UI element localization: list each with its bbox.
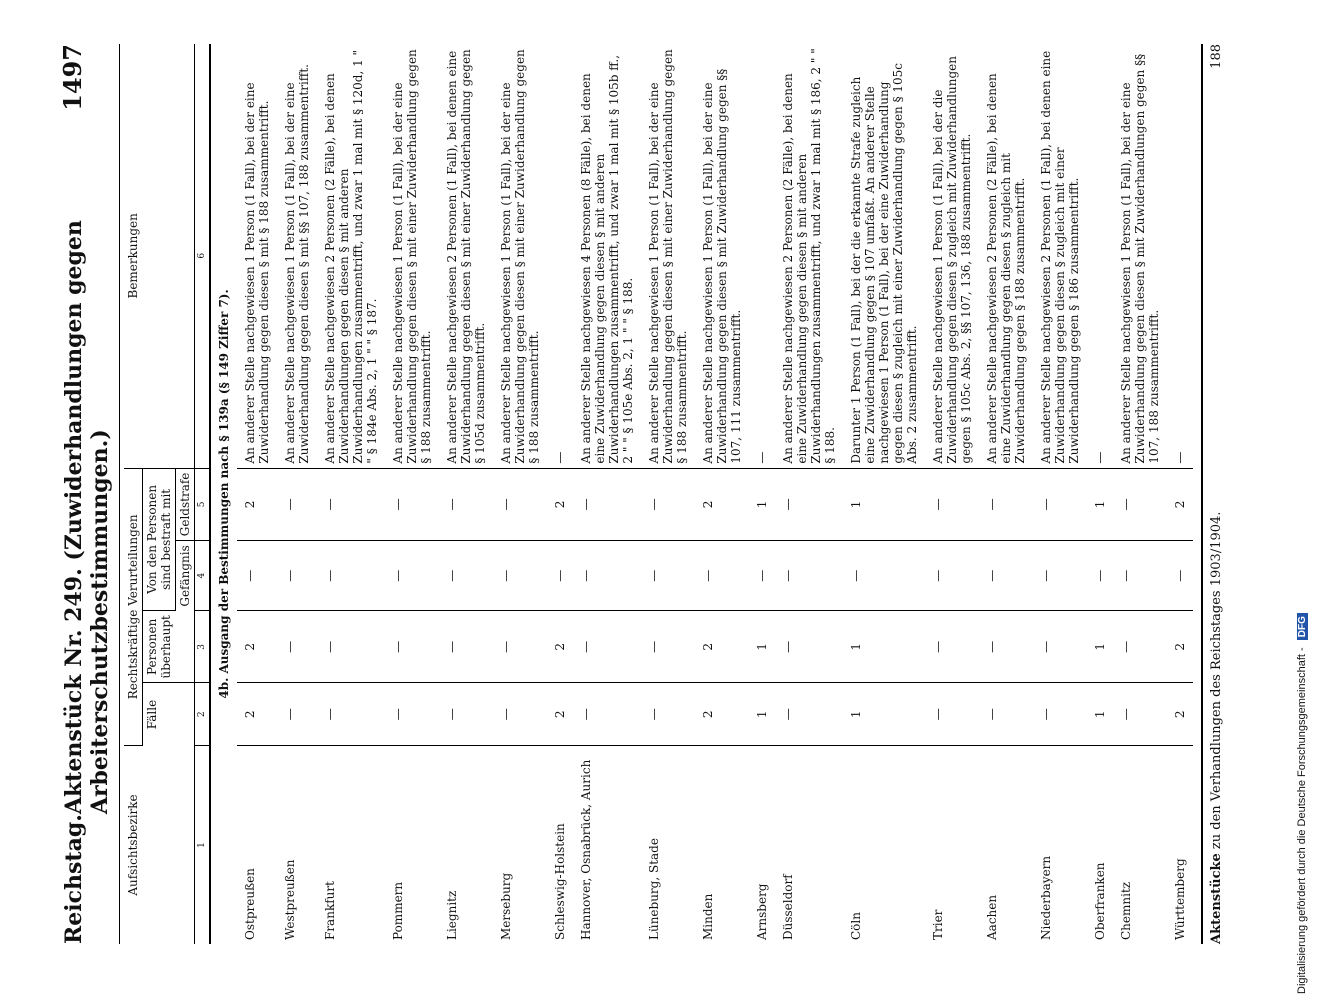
page-number: 1497 bbox=[58, 44, 87, 111]
persons-cell: 2 bbox=[1167, 611, 1193, 683]
district-cell: Pommern bbox=[391, 881, 405, 940]
remarks-cell: An anderer Stelle nachgewiesen 1 Person (1 Fall), bei der eine Zuwiderhandlung gegen diesen § mit Zuwiderhandlungen gegen §§ 107, 188 zusammentrifft. bbox=[1113, 44, 1167, 468]
remarks-cell: — bbox=[749, 44, 775, 468]
fine-cell: 1 bbox=[749, 468, 775, 541]
punished-group-header: Von den Personen sind bestraft mit bbox=[143, 468, 176, 611]
table-body bbox=[210, 44, 1193, 944]
table-row bbox=[439, 44, 493, 944]
persons-cell: — bbox=[385, 611, 439, 683]
remarks-cell: An anderer Stelle nachgewiesen 1 Person (1 Fall), bei der eine Zuwiderhandlung gegen diesen § mit einer Zuwiderhandlung gegen § 188 zusammentrifft. bbox=[385, 44, 439, 468]
remarks-cell: An anderer Stelle nachgewiesen 1 Person (1 Fall), bei der eine Zuwiderhandlung gegen diesen § mit Zuwiderhandlung gegen §§ 107, 111 zusammentrifft. bbox=[695, 44, 749, 468]
cases-cell: — bbox=[979, 683, 1033, 746]
prison-cell: — bbox=[925, 541, 979, 611]
remarks-cell: — bbox=[547, 44, 573, 468]
district-cell: Württemberg bbox=[1173, 858, 1187, 940]
table-row bbox=[925, 44, 979, 944]
table-row bbox=[749, 44, 775, 944]
table-row bbox=[493, 44, 547, 944]
fine-cell: — bbox=[641, 468, 695, 541]
remarks-cell: An anderer Stelle nachgewiesen 1 Person (1 Fall), bei der eine Zuwiderhandlung gegen diesen § mit einer Zuwiderhandlung gegen § 188 zusammentrifft. bbox=[493, 44, 547, 468]
table-row bbox=[573, 44, 641, 944]
prison-cell: — bbox=[317, 541, 385, 611]
col-district-header: Aufsichtsbezirke bbox=[124, 746, 195, 945]
remarks-cell: — bbox=[1087, 44, 1113, 468]
prison-cell: — bbox=[547, 541, 573, 611]
remarks-cell: An anderer Stelle nachgewiesen 1 Person (1 Fall), bei der eine Zuwiderhandlung gegen diesen § mit §§ 107, 188 zusammentrifft. bbox=[277, 44, 317, 468]
persons-cell: — bbox=[573, 611, 641, 683]
table-row bbox=[1113, 44, 1167, 944]
col-number: 1 bbox=[195, 746, 211, 945]
fine-cell: — bbox=[1033, 468, 1087, 541]
district-cell: Merseburg bbox=[499, 872, 513, 940]
col-number: 4 bbox=[195, 541, 211, 611]
rotated-page bbox=[22, 14, 1312, 974]
table-row bbox=[775, 44, 843, 944]
remarks-cell: An anderer Stelle nachgewiesen 2 Personen (1 Fall), bei denen eine Zuwiderhandlung gegen diesen § mit einer Zuwiderhandlung gegen § 105d zusammentrifft. bbox=[439, 44, 493, 468]
district-cell: Arnsberg bbox=[755, 883, 769, 940]
remarks-cell: An anderer Stelle nachgewiesen 1 Person (1 Fall), bei der eine Zuwiderhandlung gegen diesen § mit § 188 zusammentrifft. bbox=[237, 44, 277, 468]
cases-cell: 1 bbox=[1087, 683, 1113, 746]
col-number: 3 bbox=[195, 611, 211, 683]
district-cell: Trier bbox=[931, 909, 945, 940]
cases-cell: — bbox=[317, 683, 385, 746]
cases-cell: — bbox=[925, 683, 979, 746]
fine-cell: — bbox=[925, 468, 979, 541]
prison-cell: — bbox=[843, 541, 925, 611]
district-cell: Düsseldorf bbox=[781, 874, 795, 940]
remarks-cell: An anderer Stelle nachgewiesen 2 Personen (2 Fälle), bei denen Zuwiderhandlungen gegen diesen § mit anderen Zuwiderhandlungen zusammentrifft, und zwar 1 mal mit § 120d, 1 " " § 184e Abs. 2, 1 " " § 187. bbox=[317, 44, 385, 468]
district-cell: Hannover, Osnabrück, Aurich bbox=[579, 759, 593, 940]
persons-cell: — bbox=[493, 611, 547, 683]
persons-cell: — bbox=[317, 611, 385, 683]
prison-cell: — bbox=[277, 541, 317, 611]
remarks-cell: An anderer Stelle nachgewiesen 1 Person (1 Fall), bei der die Zuwiderhandlung gegen diesen § zugleich mit Zuwiderhandlungen gegen § 105c Abs. 2, §§ 107, 136, 188 zusammentrifft. bbox=[925, 44, 979, 468]
district-cell: Liegnitz bbox=[445, 890, 459, 940]
col-number: 2 bbox=[195, 683, 211, 746]
cases-cell: — bbox=[493, 683, 547, 746]
fine-cell: — bbox=[1113, 468, 1167, 541]
remarks-cell: Darunter 1 Person (1 Fall), bei der die erkannte Strafe zugleich eine Zuwiderhandlung gegen § 107 umfaßt. An anderer Stelle nachgewiesen 1 Person (1 Fall), bei der eine Zuwiderhandlung gegen diesen § zugleich mit einer Zuwiderhandlung gegen § 105c Abs. 2 zusammentrifft. bbox=[843, 44, 925, 468]
fine-cell: — bbox=[439, 468, 493, 541]
section-heading: 4b. Ausgang der Bestimmungen nach § 139a (§ 149 Ziffer 7). bbox=[217, 289, 231, 699]
remarks-cell: An anderer Stelle nachgewiesen 4 Personen (8 Fälle), bei denen eine Zuwiderhandlung gegen diesen § mit anderen Zuwiderhandlungen zusammentrifft, und zwar 1 mal mit § 105b ff., 2 " " § 105e Abs. 2, 1 " " § 188. bbox=[573, 44, 641, 468]
fine-cell: — bbox=[317, 468, 385, 541]
fine-cell: 2 bbox=[547, 468, 573, 541]
col-fine-header: Geldstrafe bbox=[176, 468, 195, 541]
persons-cell: — bbox=[1033, 611, 1087, 683]
district-cell: Niederbayern bbox=[1039, 855, 1053, 940]
cases-cell: — bbox=[573, 683, 641, 746]
page-footer bbox=[1201, 44, 1224, 944]
digitization-text: Digitalisierung gefördert durch die Deutsche Forschungsgemeinschaft - bbox=[1296, 647, 1308, 994]
prison-cell: — bbox=[1113, 541, 1167, 611]
cases-cell: 2 bbox=[237, 683, 277, 746]
cases-cell: — bbox=[775, 683, 843, 746]
fine-cell: — bbox=[775, 468, 843, 541]
page-header bbox=[58, 44, 120, 944]
col-prison-header: Gefängnis bbox=[176, 541, 195, 611]
fine-cell: 1 bbox=[843, 468, 925, 541]
col-number: 6 bbox=[195, 44, 211, 468]
remarks-cell: An anderer Stelle nachgewiesen 2 Personen (2 Fälle), bei denen eine Zuwiderhandlung gegen diesen § zugleich mit Zuwiderhandlung gegen § 188 zusammentrifft. bbox=[979, 44, 1033, 468]
prison-cell: — bbox=[979, 541, 1033, 611]
prison-cell: — bbox=[385, 541, 439, 611]
col-remarks-header: Bemerkungen bbox=[124, 44, 195, 468]
prison-cell: — bbox=[749, 541, 775, 611]
remarks-cell: An anderer Stelle nachgewiesen 2 Personen (2 Fälle), bei denen eine Zuwiderhandlung gegen diesen § mit anderen Zuwiderhandlungen zusammentrifft, und zwar 1 mal mit § 186, 2 " " § 188. bbox=[775, 44, 843, 468]
prison-cell: — bbox=[1087, 541, 1113, 611]
section-row bbox=[210, 44, 237, 944]
persons-cell: 2 bbox=[237, 611, 277, 683]
cases-cell: 2 bbox=[695, 683, 749, 746]
district-cell: Aachen bbox=[985, 894, 999, 940]
footer-text: zu den Verhandlungen des Reichstages 1903/1904. bbox=[1209, 511, 1224, 850]
prison-cell: — bbox=[1167, 541, 1193, 611]
district-cell: Lüneburg, Stade bbox=[647, 838, 661, 940]
persons-cell: — bbox=[979, 611, 1033, 683]
persons-cell: — bbox=[925, 611, 979, 683]
prison-cell: — bbox=[775, 541, 843, 611]
col-persons-header: Personen überhaupt bbox=[143, 611, 195, 683]
fine-cell: 2 bbox=[237, 468, 277, 541]
table-row bbox=[641, 44, 695, 944]
cases-cell: 1 bbox=[749, 683, 775, 746]
district-cell: Chemnitz bbox=[1119, 881, 1133, 940]
cases-cell: — bbox=[641, 683, 695, 746]
page-title: Aktenstück Nr. 249. (Zuwiderhandlungen gegen Arbeiterschutzbestimmungen.) bbox=[61, 220, 113, 815]
persons-cell: 2 bbox=[547, 611, 573, 683]
persons-cell: — bbox=[439, 611, 493, 683]
fine-cell: — bbox=[277, 468, 317, 541]
col-cases-header: Fälle bbox=[143, 683, 195, 746]
footer-bold: Aktenstücke bbox=[1209, 853, 1224, 944]
district-cell: Cöln bbox=[849, 912, 863, 940]
fine-cell: — bbox=[493, 468, 547, 541]
table-row bbox=[695, 44, 749, 944]
district-cell: Minden bbox=[701, 893, 715, 940]
persons-cell: — bbox=[775, 611, 843, 683]
persons-cell: 1 bbox=[843, 611, 925, 683]
digitization-note bbox=[1296, 613, 1308, 994]
cases-cell: 1 bbox=[843, 683, 925, 746]
cases-cell: — bbox=[1033, 683, 1087, 746]
cases-cell: — bbox=[385, 683, 439, 746]
violations-table bbox=[124, 44, 1193, 944]
fine-cell: — bbox=[385, 468, 439, 541]
fine-cell: — bbox=[979, 468, 1033, 541]
footer-sheet-number: 188 bbox=[1209, 44, 1224, 69]
cases-cell: 2 bbox=[547, 683, 573, 746]
fine-cell: 2 bbox=[1167, 468, 1193, 541]
dfg-logo: DFG bbox=[1297, 613, 1308, 640]
prison-cell: — bbox=[573, 541, 641, 611]
fine-cell: 1 bbox=[1087, 468, 1113, 541]
table-row bbox=[1167, 44, 1193, 944]
cases-cell: — bbox=[439, 683, 493, 746]
district-cell: Schleswig-Holstein bbox=[553, 823, 567, 940]
prison-cell: — bbox=[1033, 541, 1087, 611]
persons-cell: 1 bbox=[749, 611, 775, 683]
footer-left bbox=[1209, 512, 1224, 944]
district-cell: Ostpreußen bbox=[243, 868, 257, 940]
cases-cell: — bbox=[277, 683, 317, 746]
header-left: Reichstag. bbox=[61, 814, 87, 944]
persons-cell: — bbox=[277, 611, 317, 683]
fine-cell: — bbox=[573, 468, 641, 541]
convictions-group-header: Rechtskräftige Verurteilungen bbox=[124, 468, 143, 745]
table-row bbox=[277, 44, 317, 944]
table-row bbox=[1033, 44, 1087, 944]
col-number: 5 bbox=[195, 468, 211, 541]
persons-cell: — bbox=[1113, 611, 1167, 683]
prison-cell: — bbox=[439, 541, 493, 611]
fine-cell: 2 bbox=[695, 468, 749, 541]
table-row bbox=[979, 44, 1033, 944]
table-row bbox=[317, 44, 385, 944]
persons-cell: 1 bbox=[1087, 611, 1113, 683]
persons-cell: 2 bbox=[695, 611, 749, 683]
district-cell: Westpreußen bbox=[283, 859, 297, 940]
column-number-row bbox=[195, 44, 211, 944]
remarks-cell: An anderer Stelle nachgewiesen 1 Person (1 Fall), bei der eine Zuwiderhandlung gegen diesen § mit einer Zuwiderhandlung gegen § 188 zusammentrifft. bbox=[641, 44, 695, 468]
prison-cell: — bbox=[493, 541, 547, 611]
table-row bbox=[843, 44, 925, 944]
table-row bbox=[1087, 44, 1113, 944]
persons-cell: — bbox=[641, 611, 695, 683]
prison-cell: — bbox=[695, 541, 749, 611]
cases-cell: 2 bbox=[1167, 683, 1193, 746]
cases-cell: — bbox=[1113, 683, 1167, 746]
prison-cell: — bbox=[641, 541, 695, 611]
prison-cell: — bbox=[237, 541, 277, 611]
table-row bbox=[547, 44, 573, 944]
table-row bbox=[237, 44, 277, 944]
remarks-cell: An anderer Stelle nachgewiesen 2 Personen (1 Fall), bei denen eine Zuwiderhandlung gegen diesen § zugleich mit einer Zuwiderhandlung gegen § 186 zusammentrifft. bbox=[1033, 44, 1087, 468]
district-cell: Oberfranken bbox=[1093, 862, 1107, 940]
table-row bbox=[385, 44, 439, 944]
district-cell: Frankfurt bbox=[323, 881, 337, 940]
remarks-cell: — bbox=[1167, 44, 1193, 468]
